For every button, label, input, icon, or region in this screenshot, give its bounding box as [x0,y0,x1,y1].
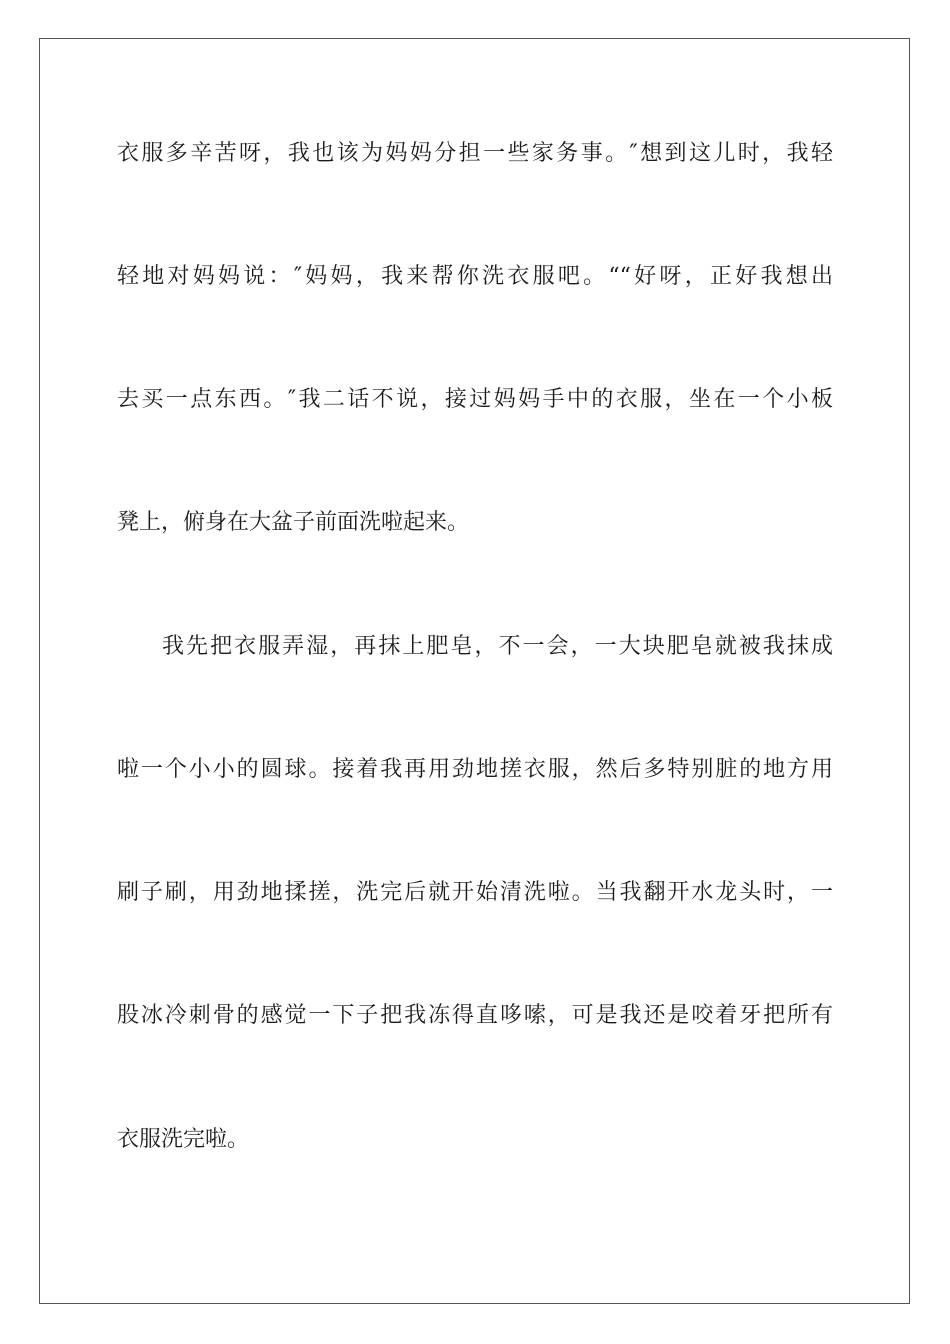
paragraph-2-line-4: 股冰冷刺骨的感觉一下子把我冻得直哆嗦，可是我还是咬着牙把所有 [117,1003,833,1028]
page-border [39,38,910,1304]
paragraph-1-line-3: 去买一点东西。″我二话不说，接过妈妈手中的衣服，坐在一个小板 [117,387,833,412]
paragraph-2-line-5: 衣服洗完啦。 [117,1127,250,1152]
paragraph-2-line-1: 我先把衣服弄湿，再抹上肥皂，不一会，一大块肥皂就被我抹成 [162,634,833,659]
paragraph-1-line-4: 凳上，俯身在大盆子前面洗啦起来。 [117,510,470,535]
paragraph-1-line-1: 衣服多辛苦呀，我也该为妈妈分担一些家务事。″想到这儿时，我轻 [117,141,833,166]
paragraph-1-line-2: 轻地对妈妈说：″妈妈，我来帮你洗衣服吧。““好呀，正好我想出 [117,264,833,289]
paragraph-2-line-3: 刷子刷，用劲地揉搓，洗完后就开始清洗啦。当我翻开水龙头时，一 [117,880,833,905]
paragraph-2-line-2: 啦一个小小的圆球。接着我再用劲地搓衣服，然后多特别脏的地方用 [117,757,833,782]
